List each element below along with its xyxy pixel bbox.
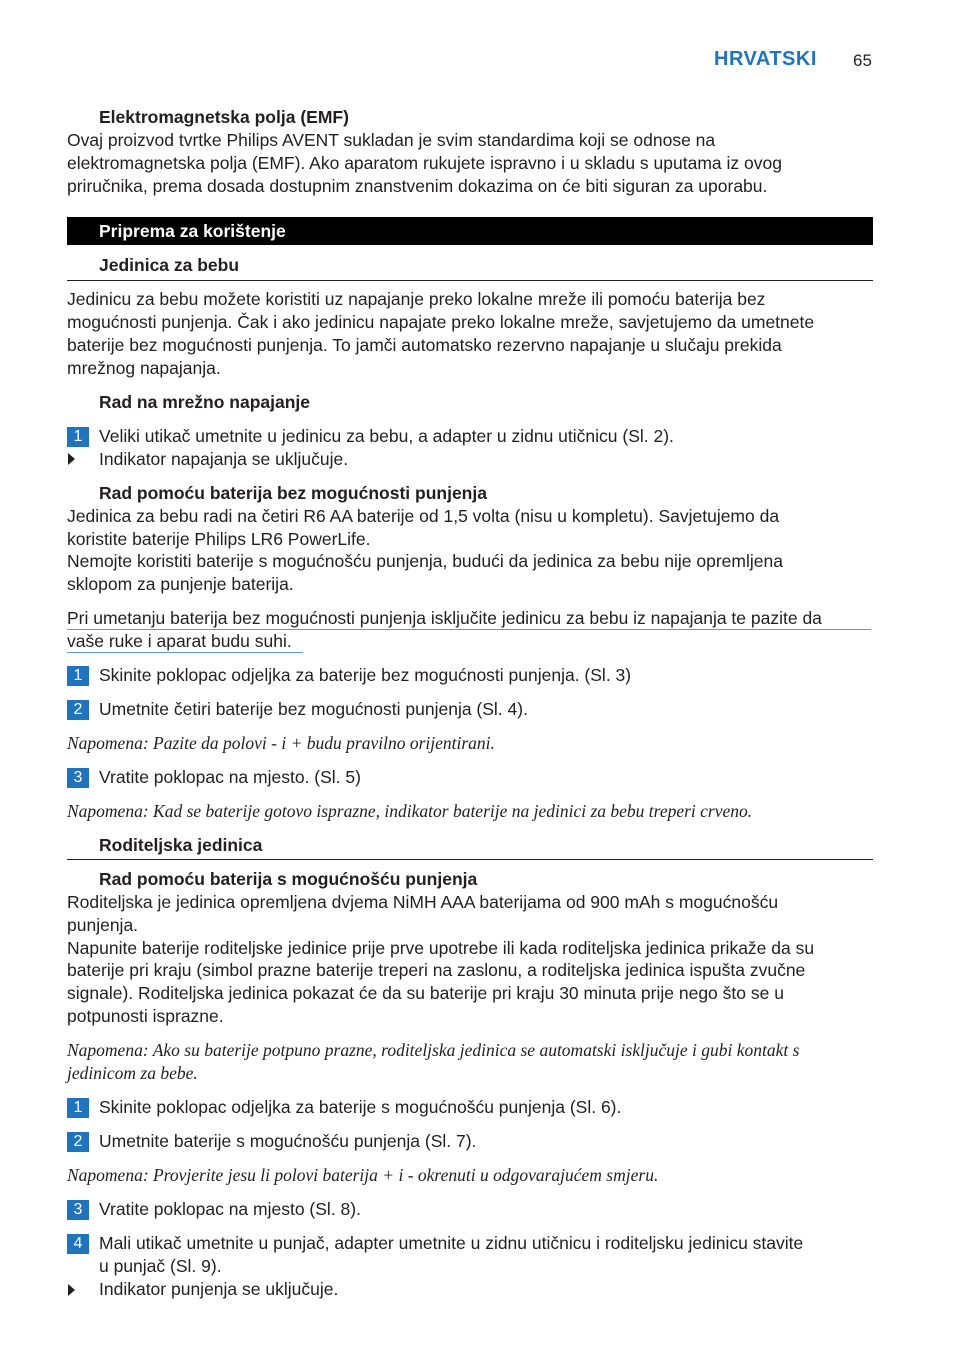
step-text: Mali utikač umetnite u punjač, adapter umetnite u zidnu utičnicu i roditeljsku jedinicu stavite xyxy=(99,1233,804,1253)
step-text: Skinite poklopac odjeljka za baterije bez mogućnosti punjenja. (Sl. 3) xyxy=(99,665,632,685)
paragraph-line: Jedinica za bebu radi na četiri R6 AA baterije od 1,5 volta (nisu u kompletu). Savjetujemo da xyxy=(67,506,780,526)
paragraph-line: mogućnosti punjenja. Čak i ako jedinicu napajate preko lokalne mreže, savjetujemo da umetnete xyxy=(67,312,815,332)
paragraph-line: Roditeljska je jedinica opremljena dvjema NiMH AAA baterijama od 900 mAh s mogućnošću xyxy=(67,892,779,912)
step-number-badge: 2 xyxy=(67,1132,89,1152)
result-text: Indikator punjenja se uključuje. xyxy=(99,1279,339,1299)
paragraph-line: Jedinicu za bebu možete koristiti uz napajanje preko lokalne mreže ili pomoću baterija bez xyxy=(67,289,766,309)
warning-underline xyxy=(67,652,303,653)
result-text: Indikator napajanja se uključuje. xyxy=(99,449,349,469)
step-text: Vratite poklopac na mjesto. (Sl. 5) xyxy=(99,767,361,787)
step-text: Veliki utikač umetnite u jedinicu za bebu, a adapter u zidnu utičnicu (Sl. 2). xyxy=(99,426,674,446)
paragraph-line: sklopom za punjenje baterija. xyxy=(67,574,294,594)
paragraph-line: baterije pri kraju (simbol prazne baterije treperi na zaslonu, a roditeljska jedinica ispušta zvučne xyxy=(67,960,806,980)
step-text: Vratite poklopac na mjesto (Sl. 8). xyxy=(99,1199,361,1219)
step-number-badge: 3 xyxy=(67,768,89,788)
step-text: Umetnite baterije s mogućnošću punjenja (Sl. 7). xyxy=(99,1131,477,1151)
warning-line: Pri umetanju baterija bez mogućnosti punjenja isključite jedinicu za bebu iz napajanja te pazite da xyxy=(67,608,822,628)
note-text: Napomena: Provjerite jesu li polovi baterija + i - okrenuti u odgovarajućem smjeru. xyxy=(67,1165,659,1185)
subsection-heading: Roditeljska jedinica xyxy=(99,835,263,855)
page-number: 65 xyxy=(853,51,872,70)
paragraph-line: Napunite baterije roditeljske jedinice prije prve upotrebe ili kada roditeljska jedinica prikaže da su xyxy=(67,938,815,958)
step-number-badge: 3 xyxy=(67,1200,89,1220)
paragraph-line: potpunosti isprazne. xyxy=(67,1006,224,1026)
note-text: Napomena: Ako su baterije potpuno prazne, roditeljska jedinica se automatski isključuje i gubi kontakt s xyxy=(67,1040,800,1060)
step-text: u punjač (Sl. 9). xyxy=(99,1256,222,1276)
warning-line: vaše ruke i aparat budu suhi. xyxy=(67,631,292,651)
emf-paragraph-line: Ovaj proizvod tvrtke Philips AVENT sukladan je svim standardima koji se odnose na xyxy=(67,130,716,150)
paragraph-line: mrežnog napajanja. xyxy=(67,358,221,378)
paragraph-line: koristite baterije Philips LR6 PowerLife. xyxy=(67,529,371,549)
language-label: HRVATSKI xyxy=(714,48,817,70)
section-title: Priprema za korištenje xyxy=(99,221,286,241)
emf-heading: Elektromagnetska polja (EMF) xyxy=(99,107,349,127)
note-text: Napomena: Pazite da polovi - i + budu pravilno orijentirani. xyxy=(67,733,495,753)
emf-paragraph-line: elektromagnetska polja (EMF). Ako aparatom rukujete ispravno i u skladu s uputama iz ovog xyxy=(67,153,782,173)
step-text: Umetnite četiri baterije bez mogućnosti punjenja (Sl. 4). xyxy=(99,699,528,719)
batteries-heading: Rad pomoću baterija bez mogućnosti punjenja xyxy=(99,483,487,503)
note-text: Napomena: Kad se baterije gotovo isprazne, indikator baterije na jedinici za bebu treperi crveno. xyxy=(67,801,753,821)
paragraph-line: punjenja. xyxy=(67,915,139,935)
step-number-badge: 1 xyxy=(67,427,89,447)
paragraph-line: Nemojte koristiti baterije s mogućnošću punjenja, budući da jedinica za bebu nije opremljena xyxy=(67,551,783,571)
section-bar xyxy=(67,217,873,245)
step-number-badge: 1 xyxy=(67,1098,89,1118)
step-number-badge: 2 xyxy=(67,700,89,720)
rechargeable-heading: Rad pomoću baterija s mogućnošću punjenja xyxy=(99,869,478,889)
emf-paragraph-line: priručnika, prema dosada dostupnim znanstvenim dokazima on će biti siguran za uporabu. xyxy=(67,176,768,196)
result-arrow-icon xyxy=(68,453,75,465)
step-number-badge: 1 xyxy=(67,666,89,686)
paragraph-line: signale). Roditeljska jedinica pokazat će da su baterije pri kraju 30 minuta prije nego što se u xyxy=(67,983,784,1003)
divider xyxy=(67,859,873,860)
subsection-heading: Jedinica za bebu xyxy=(99,255,240,275)
divider xyxy=(67,280,873,281)
mains-heading: Rad na mrežno napajanje xyxy=(99,392,311,412)
paragraph-line: baterije bez mogućnosti punjenja. To jamči automatsko rezervno napajanje u slučaju prekida xyxy=(67,335,782,355)
note-text: jedinicom za bebe. xyxy=(67,1063,198,1083)
step-number-badge: 4 xyxy=(67,1234,89,1254)
result-arrow-icon xyxy=(68,1284,75,1296)
step-text: Skinite poklopac odjeljka za baterije s mogućnošću punjenja (Sl. 6). xyxy=(99,1097,622,1117)
